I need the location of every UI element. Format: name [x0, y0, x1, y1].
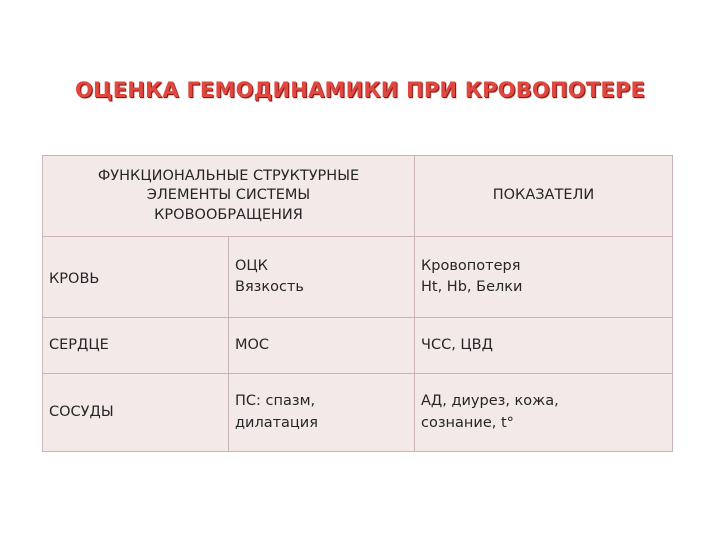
table-row-element: [43, 374, 228, 451]
header-line: ПОКАЗАТЕЛИ: [492, 187, 595, 204]
slide-title: ОЦЕНКА ГЕМОДИНАМИКИ ПРИ КРОВОПОТЕРЕ: [74, 78, 646, 102]
element-label: КРОВЬ: [49, 271, 100, 288]
table-row-element: [43, 237, 228, 317]
header-line: ФУНКЦИОНАЛЬНЫЕ СТРУКТУРНЫЕ: [97, 168, 360, 185]
element-label: СЕРДЦЕ: [49, 336, 109, 353]
table-row-params: [229, 374, 414, 451]
table-row-element: [43, 318, 228, 373]
indicator-text: АД, диурез, кожа,: [421, 393, 559, 410]
header-cell-indicators: [415, 156, 672, 236]
param-text: МОС: [235, 336, 270, 353]
param-text: дилатация: [235, 414, 318, 431]
param-text: Вязкость: [235, 279, 304, 295]
param-text: ОЦК: [235, 257, 268, 274]
header-line: ЭЛЕМЕНТЫ СИСТЕМЫ: [146, 187, 311, 204]
header-cell-elements: [43, 156, 414, 236]
indicator-text: сознание, t°: [421, 414, 514, 431]
element-label: СОСУДЫ: [49, 403, 114, 420]
table-row-indicators: [415, 237, 672, 317]
table-row-indicators: [415, 374, 672, 451]
header-line: КРОВООБРАЩЕНИЯ: [154, 206, 303, 223]
indicator-text: Кровопотеря: [421, 257, 521, 274]
table-row-params: [229, 318, 414, 373]
hemodynamics-table: [42, 155, 673, 452]
table-row-indicators: [415, 318, 672, 373]
indicator-text: ЧСС, ЦВД: [421, 336, 493, 353]
table-row-params: [229, 237, 414, 317]
indicator-text: Ht, Hb, Белки: [421, 279, 523, 295]
param-text: ПС: спазм,: [235, 393, 316, 410]
